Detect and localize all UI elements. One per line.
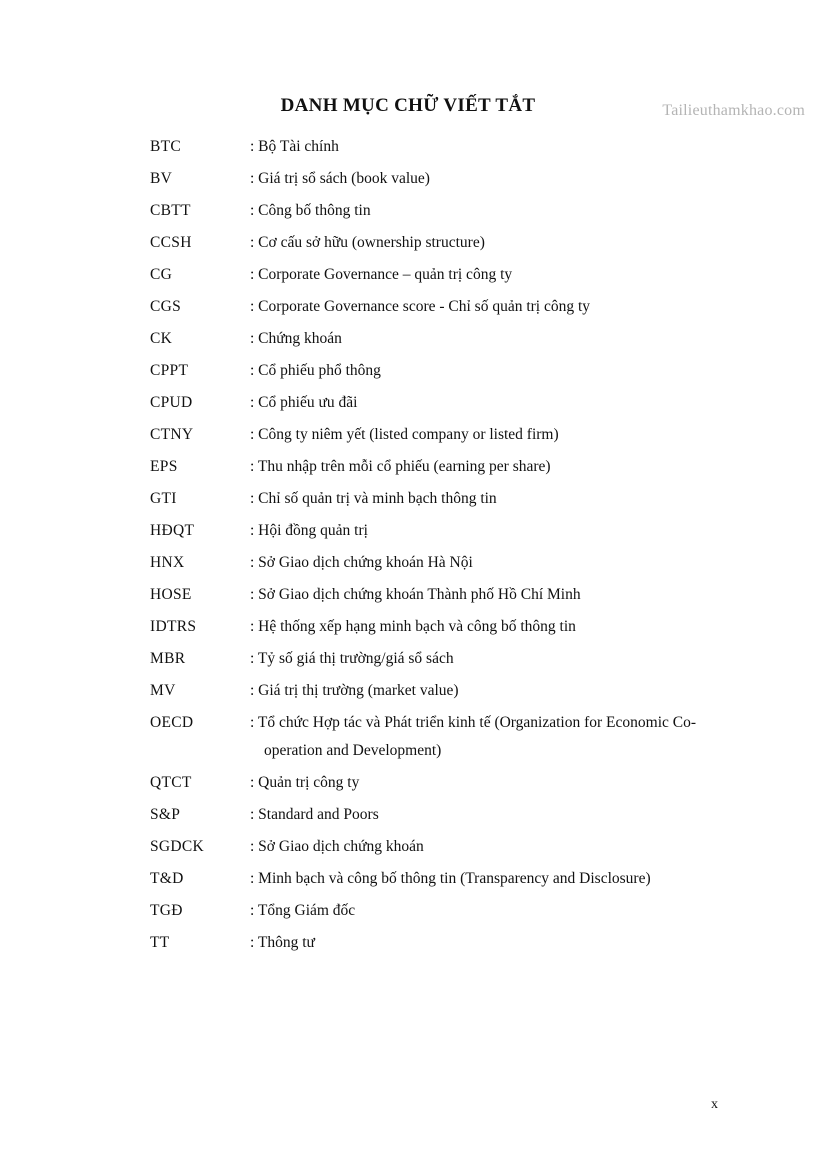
abbreviation-row	[150, 517, 736, 545]
abbr-code: HOSE	[150, 586, 192, 603]
abbr-code: TGĐ	[150, 902, 183, 919]
abbr-definition: : Chứng khoán	[250, 330, 342, 347]
abbr-code: S&P	[150, 806, 181, 823]
abbr-definition: : Corporate Governance – quản trị công ty	[250, 266, 513, 283]
abbreviation-row	[150, 581, 736, 609]
abbr-code: EPS	[150, 458, 178, 475]
page-number: x	[711, 1097, 718, 1112]
abbr-code: CBTT	[150, 202, 191, 219]
abbr-definition: : Quản trị công ty	[250, 774, 360, 791]
abbr-code: MBR	[150, 650, 186, 667]
abbr-definition: : Bộ Tài chính	[250, 138, 339, 155]
abbreviation-row	[150, 325, 736, 353]
abbreviation-row	[150, 357, 736, 385]
abbreviation-row	[150, 293, 736, 321]
abbreviation-row	[150, 801, 736, 829]
abbr-definition: : Standard and Poors	[250, 806, 379, 823]
abbr-code: SGDCK	[150, 838, 205, 855]
abbreviation-row	[150, 261, 736, 289]
abbreviation-row	[150, 549, 736, 577]
abbr-definition: : Công bố thông tin	[250, 202, 371, 219]
abbr-code: CTNY	[150, 426, 194, 443]
abbreviation-row	[150, 833, 736, 861]
abbr-code: OECD	[150, 714, 194, 731]
abbr-code: CPUD	[150, 394, 193, 411]
abbreviation-row	[150, 165, 736, 193]
abbr-code: BTC	[150, 138, 182, 155]
abbr-definition: : Chỉ số quản trị và minh bạch thông tin	[250, 490, 497, 507]
abbreviation-row	[150, 769, 736, 797]
abbr-definition: : Tổ chức Hợp tác và Phát triển kinh tế (Organization for Economic Co-operation and Development)	[250, 714, 697, 759]
abbreviation-row	[150, 645, 736, 673]
abbr-code: MV	[150, 682, 176, 699]
abbr-code: CCSH	[150, 234, 192, 251]
abbreviation-row	[150, 929, 736, 957]
abbr-code: CK	[150, 330, 173, 347]
watermark-text: Tailieuthamkhao.com	[662, 102, 805, 119]
abbreviation-row	[150, 677, 736, 705]
abbr-definition: : Cổ phiếu ưu đãi	[250, 394, 358, 411]
abbreviation-row	[150, 453, 736, 481]
abbreviation-list	[150, 133, 736, 957]
abbreviation-row	[150, 229, 736, 257]
abbr-definition: : Thông tư	[250, 934, 315, 951]
abbr-definition: : Cổ phiếu phổ thông	[250, 362, 381, 379]
abbreviation-row	[150, 421, 736, 449]
abbreviation-row	[150, 133, 736, 161]
abbr-definition: : Giá trị sổ sách (book value)	[250, 170, 430, 187]
abbr-definition: : Cơ cấu sở hữu (ownership structure)	[250, 234, 485, 251]
abbr-code: BV	[150, 170, 173, 187]
abbr-definition: : Sở Giao dịch chứng khoán	[250, 838, 424, 855]
abbr-definition: : Corporate Governance score - Chỉ số quản trị công ty	[250, 298, 591, 315]
abbr-definition: : Công ty niêm yết (listed company or listed firm)	[250, 426, 559, 443]
abbr-definition: : Thu nhập trên mỗi cổ phiếu (earning per share)	[250, 458, 551, 475]
abbr-code: CGS	[150, 298, 182, 315]
abbr-definition: : Tỷ số giá thị trường/giá sổ sách	[250, 650, 454, 667]
abbr-code: CPPT	[150, 362, 189, 379]
abbr-code: HĐQT	[150, 522, 195, 539]
abbr-code: T&D	[150, 870, 184, 887]
abbr-definition: : Sở Giao dịch chứng khoán Hà Nội	[250, 554, 473, 571]
abbr-code: TT	[150, 934, 170, 951]
abbr-definition: : Tổng Giám đốc	[250, 902, 356, 919]
page-title: DANH MỤC CHỮ VIẾT TẮT	[280, 95, 536, 116]
document-page	[0, 95, 816, 1151]
abbreviation-row	[150, 897, 736, 925]
abbr-code: QTCT	[150, 774, 192, 791]
abbreviation-row	[150, 865, 736, 893]
abbr-code: IDTRS	[150, 618, 197, 635]
abbr-definition: : Hội đồng quản trị	[250, 522, 368, 539]
abbr-definition: : Giá trị thị trường (market value)	[250, 682, 459, 699]
abbreviation-row	[150, 613, 736, 641]
abbr-code: CG	[150, 266, 173, 283]
abbreviation-row	[150, 709, 736, 765]
abbr-code: GTI	[150, 490, 177, 507]
abbr-definition: : Hệ thống xếp hạng minh bạch và công bố thông tin	[250, 618, 576, 635]
abbr-code: HNX	[150, 554, 185, 571]
abbreviation-row	[150, 389, 736, 417]
abbr-definition: : Minh bạch và công bố thông tin (Transparency and Disclosure)	[250, 870, 651, 887]
abbreviation-row	[150, 485, 736, 513]
abbr-definition: : Sở Giao dịch chứng khoán Thành phố Hồ Chí Minh	[250, 586, 581, 603]
abbreviation-row	[150, 197, 736, 225]
